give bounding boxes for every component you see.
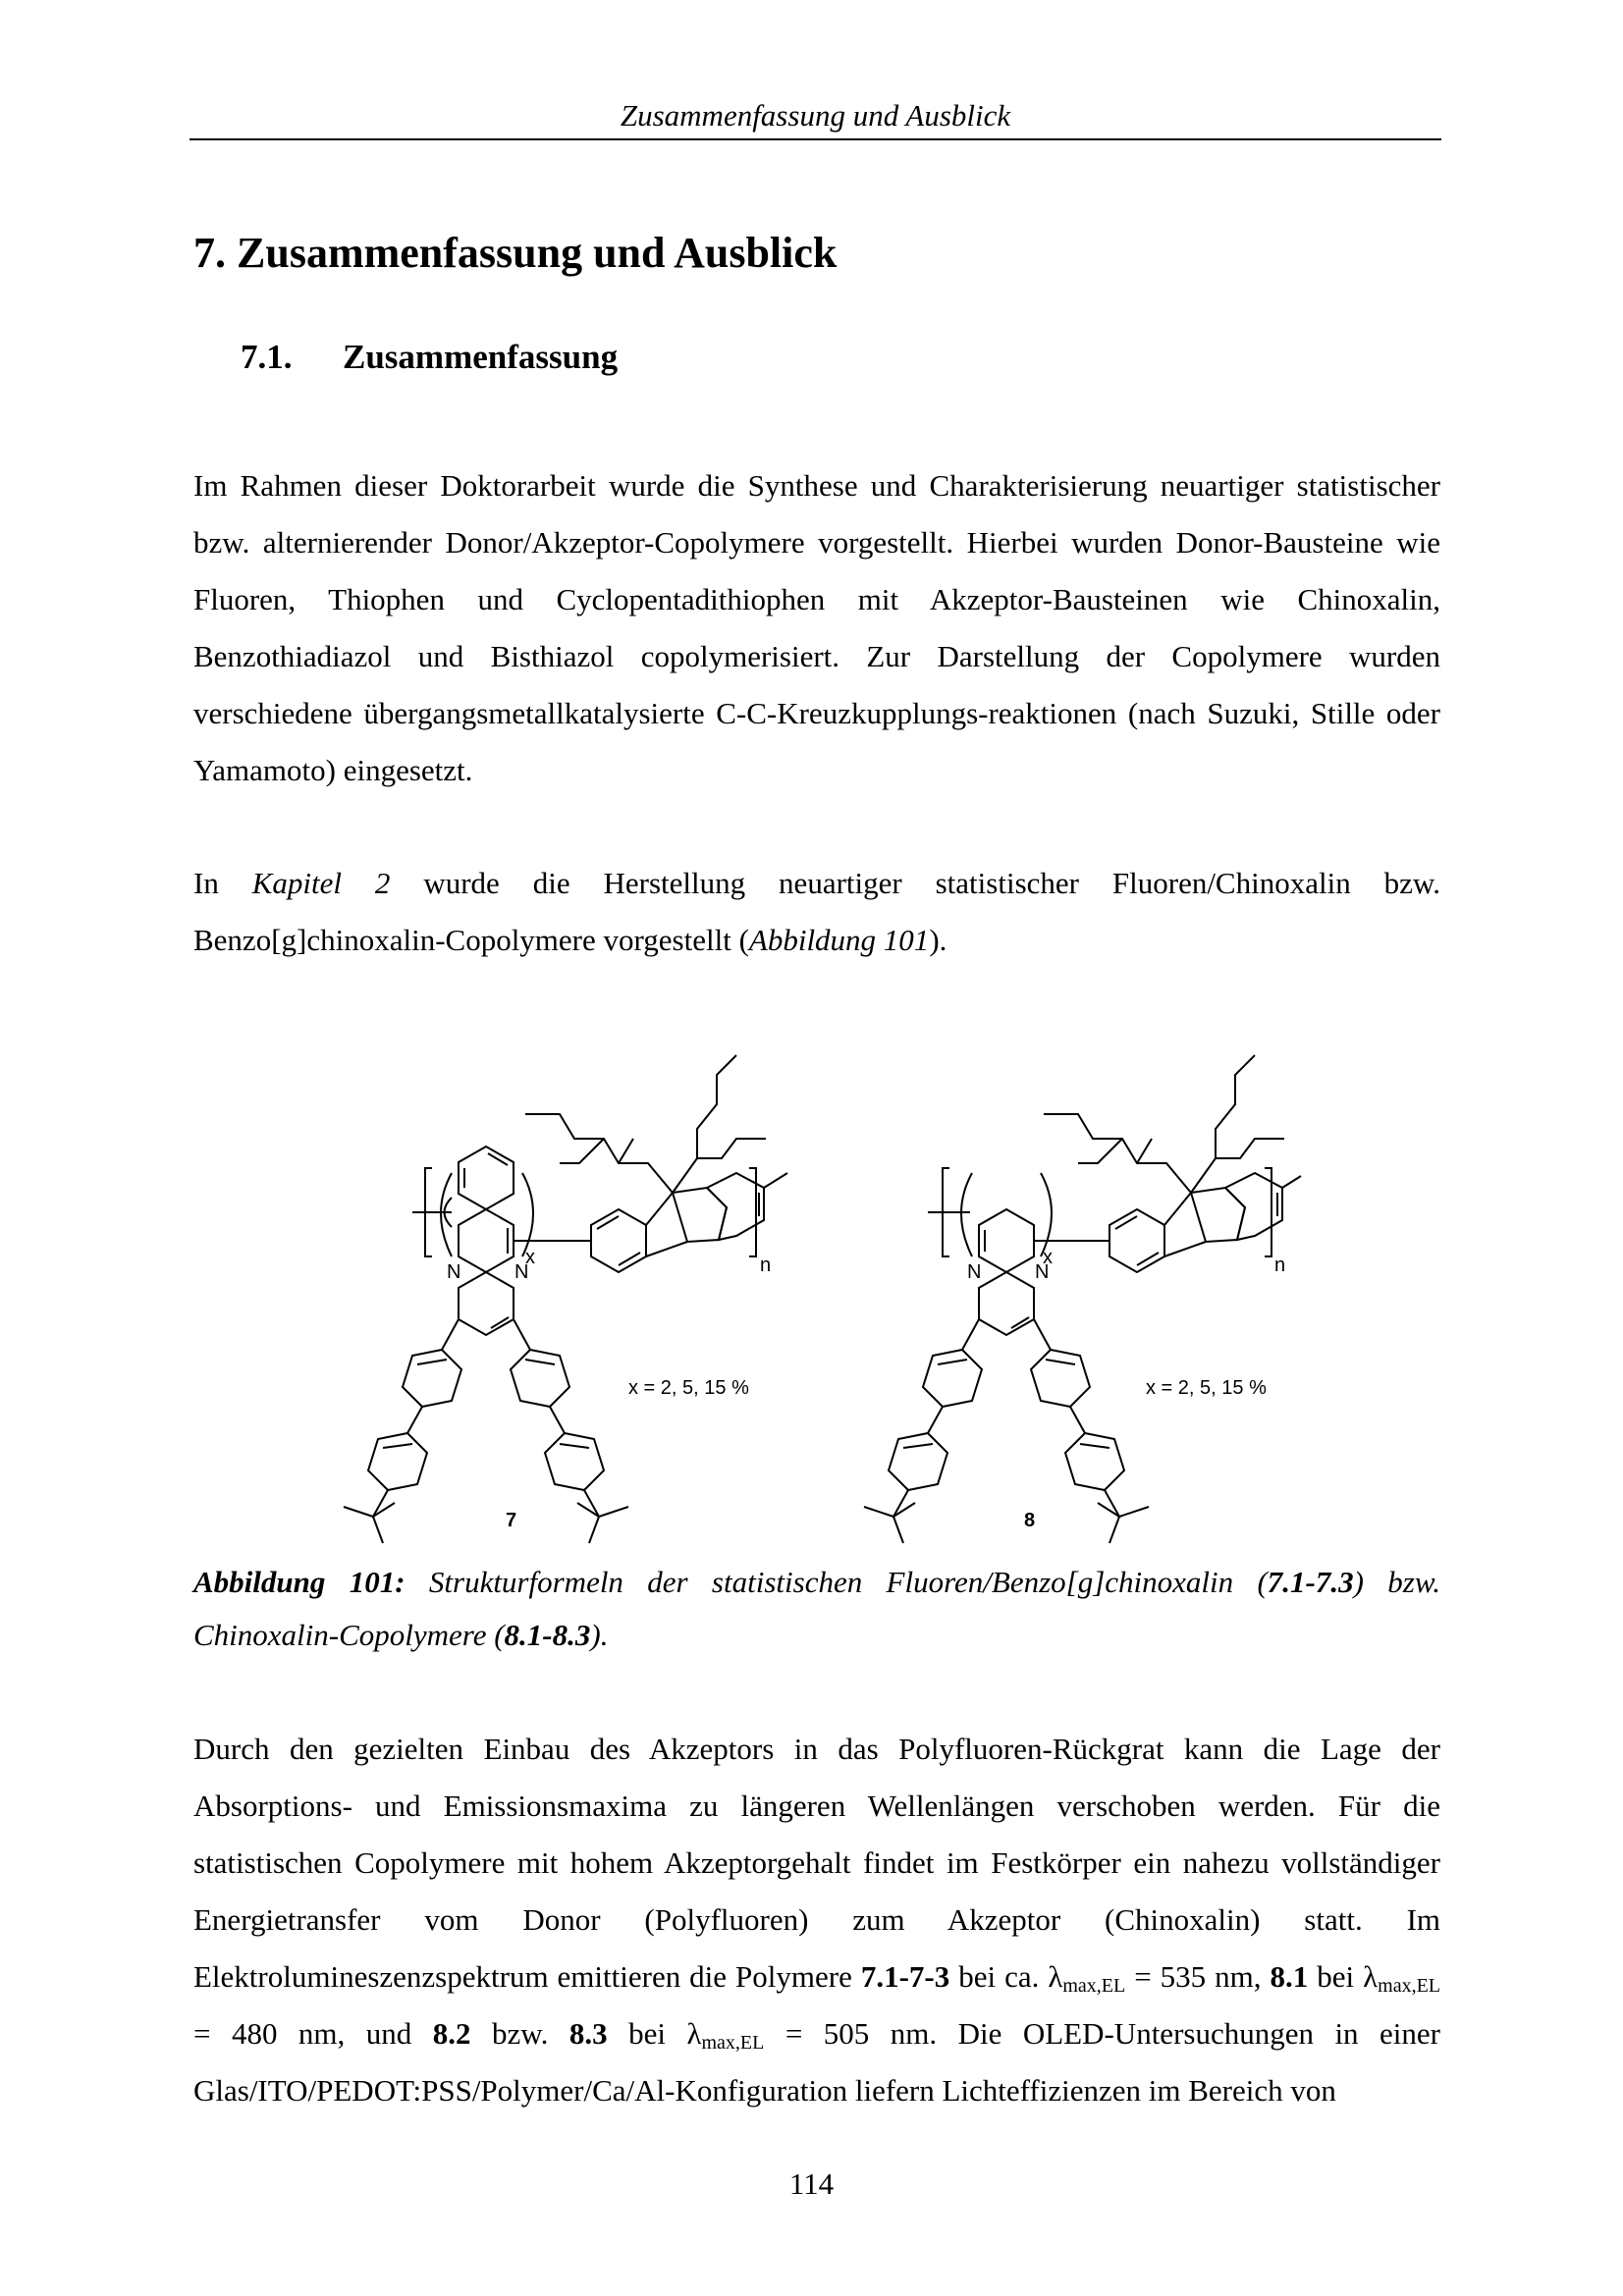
caption-ref-1: 7.1-7.3 (1267, 1565, 1354, 1599)
results-compound-ref-2: 8.1 (1270, 1959, 1309, 1994)
results-compound-ref-1: 7.1-7-3 (860, 1959, 950, 1994)
lambda-subscript: max,EL (1062, 1975, 1126, 1997)
chapter-reference: Kapitel 2 (251, 866, 391, 900)
compound-7-atom-n2: N (514, 1261, 529, 1283)
lambda-symbol: λ (1048, 1959, 1063, 1994)
results-compound-ref-3: 8.2 (432, 2016, 471, 2051)
compound-8-structure (864, 1055, 1301, 1543)
lambda-subscript: max,EL (701, 2032, 765, 2054)
results-text-3: bei (1308, 1959, 1364, 1994)
lambda-symbol: λ (1363, 1959, 1379, 1994)
results-compound-ref-4: 8.3 (568, 2016, 608, 2051)
caption-text-1: Strukturformeln der statistischen Fluoren/Benzo[g]chinoxalin ( (405, 1565, 1268, 1599)
page-number: 114 (788, 2166, 835, 2201)
header-rule (189, 138, 1441, 140)
results-text-5: bei (607, 2016, 687, 2051)
chapter-number: 7. (193, 229, 226, 277)
caption-label: Abbildung 101: (193, 1565, 406, 1599)
compound-7-ratio: x = 2, 5, 15 % (628, 1377, 749, 1399)
results-text-1: Durch den gezielten Einbau des Akzeptors in das Polyfluoren-Rückgrat kann die Lage der Absorptions- und Emissionsmaxima zu längeren Wellenlängen verschoben werden. Für die statistischen Copolymere mit hohem Akzeptorgehalt findet im Festkörper ein nahezu vollständiger Energietransfer vom Donor (Polyfluoren) zum Akzeptor (Chinoxalin) statt. Im Elektrolumineszenzspektrum emittieren die Polymere (193, 1732, 1440, 1994)
compound-7-label: 7 (506, 1510, 517, 1531)
paragraph-results (193, 1721, 1440, 2119)
caption-text-2: ) bzw. Chinoxalin-Copolymere ( (193, 1565, 1440, 1652)
compound-8-atom-n1: N (967, 1261, 982, 1283)
figure-caption (193, 1556, 1440, 1662)
results-value-2: = 480 nm, und (193, 2016, 433, 2051)
compound-7-structure (344, 1055, 787, 1543)
compound-7-repeat-x: x (525, 1247, 535, 1268)
section-number: 7.1. (241, 338, 293, 376)
paragraph2-text-3: ). (929, 923, 947, 957)
compound-7-repeat-n: n (760, 1255, 772, 1276)
compound-7-atom-n1: N (447, 1261, 461, 1283)
compound-8-label: 8 (1024, 1510, 1036, 1531)
lambda-subscript: max,EL (1378, 1975, 1441, 1997)
paragraph2-text-2: wurde die Herstellung neuartiger statistischer Fluoren/Chinoxalin bzw. Benzo[g]chinoxalin-Copolymere vorgestellt ( (193, 866, 1441, 957)
structure-figure (334, 1016, 1316, 1546)
lambda-symbol: λ (686, 2016, 702, 2051)
caption-ref-2: 8.1-8.3 (504, 1618, 591, 1652)
chapter-title-text: Zusammenfassung und Ausblick (237, 229, 838, 277)
results-text-4: bzw. (470, 2016, 569, 2051)
results-text-2: bei ca. (949, 1959, 1049, 1994)
compound-8-repeat-x: x (1043, 1247, 1053, 1268)
section-title (241, 334, 618, 381)
compound-8-ratio: x = 2, 5, 15 % (1146, 1377, 1267, 1399)
running-header: Zusammenfassung und Ausblick (620, 98, 1011, 133)
compound-8-atom-n2: N (1035, 1261, 1050, 1283)
compound-8-repeat-n: n (1274, 1255, 1286, 1276)
results-value-3: = 505 nm. Die OLED-Untersuchungen in einer Glas/ITO/PEDOT:PSS/Polymer/Ca/Al-Konfiguration liefern Lichteffizienzen im Bereich von (193, 2016, 1440, 2108)
figure-reference: Abbildung 101 (748, 923, 930, 957)
paragraph2-text-1: In (193, 866, 252, 900)
section-title-text: Zusammenfassung (343, 338, 619, 376)
caption-text-3: ). (590, 1618, 609, 1652)
results-value-1: = 535 nm, (1125, 1959, 1271, 1994)
paragraph-intro: Im Rahmen dieser Doktorarbeit wurde die Synthese und Charakterisierung neuartiger statistischer bzw. alternierender Donor/Akzeptor-Copolymere vorgestellt. Hierbei wurden Donor-Bausteine wie Fluoren, Thiophen und Cyclopentadithiophen mit Akzeptor-Bausteinen wie Chinoxalin, Benzothiadiazol und Bisthiazol copolymerisiert. Zur Darstellung der Copolymere wurden verschiedene übergangsmetallkatalysierte C-C-Kreuzkupplungs-reaktionen (nach Suzuki, Stille oder Yamamoto) eingesetzt. (193, 468, 1440, 787)
paragraph-chapter2 (193, 855, 1440, 969)
chapter-title (193, 224, 837, 283)
